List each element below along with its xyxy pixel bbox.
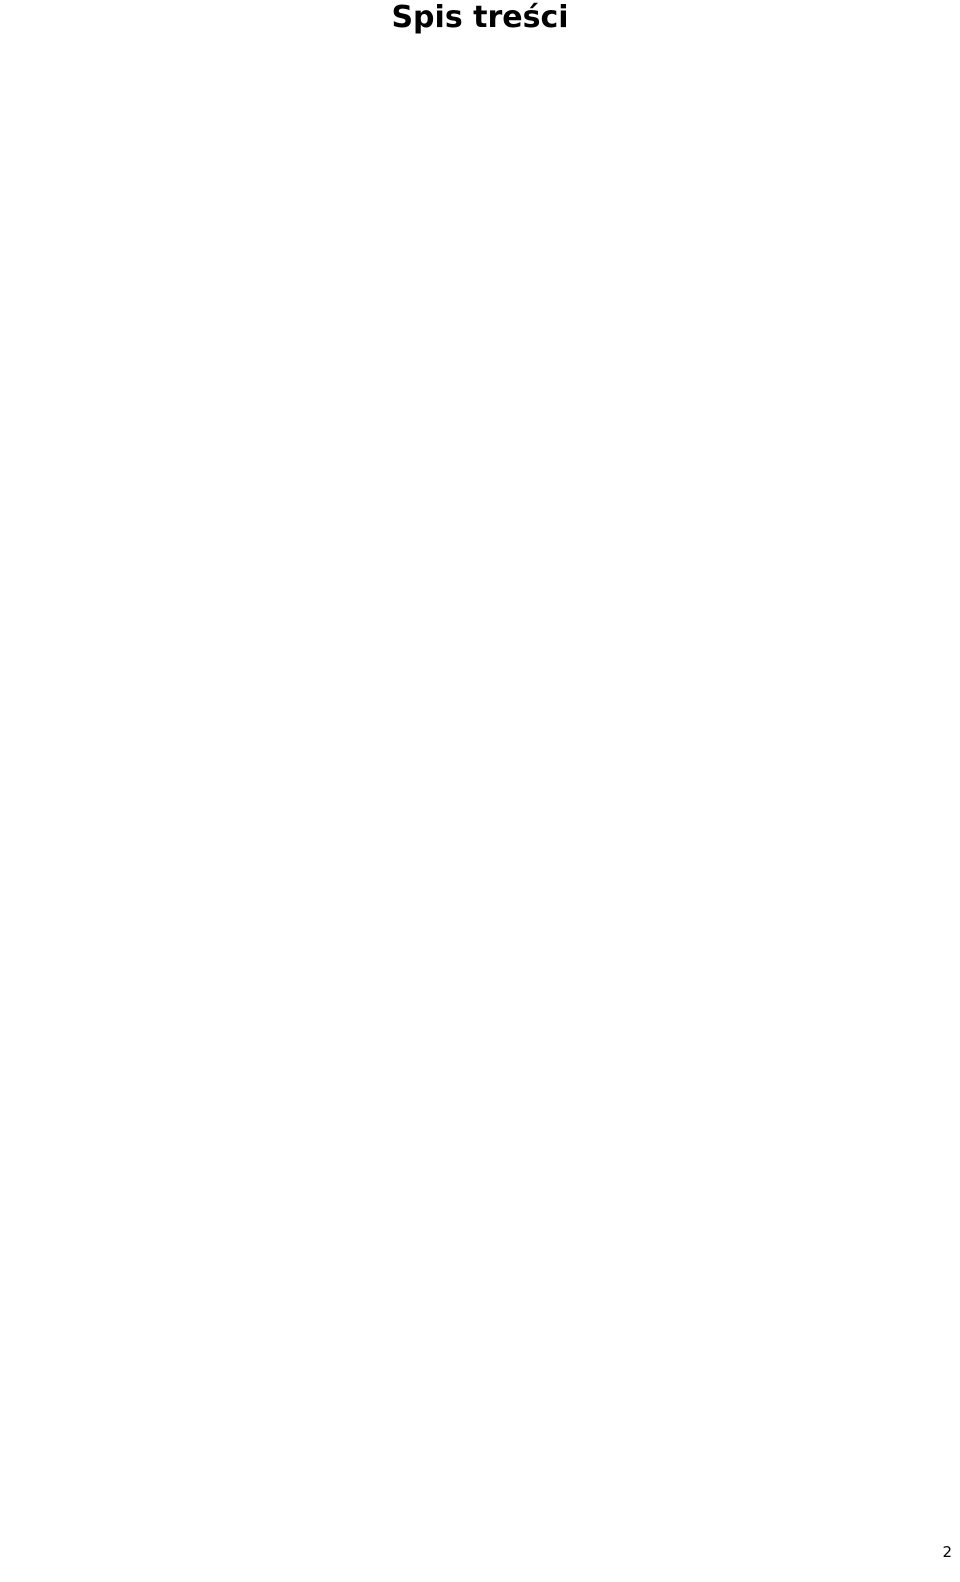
footer-page-number: 2 bbox=[942, 1543, 952, 1561]
page-title: Spis treści bbox=[391, 0, 569, 35]
